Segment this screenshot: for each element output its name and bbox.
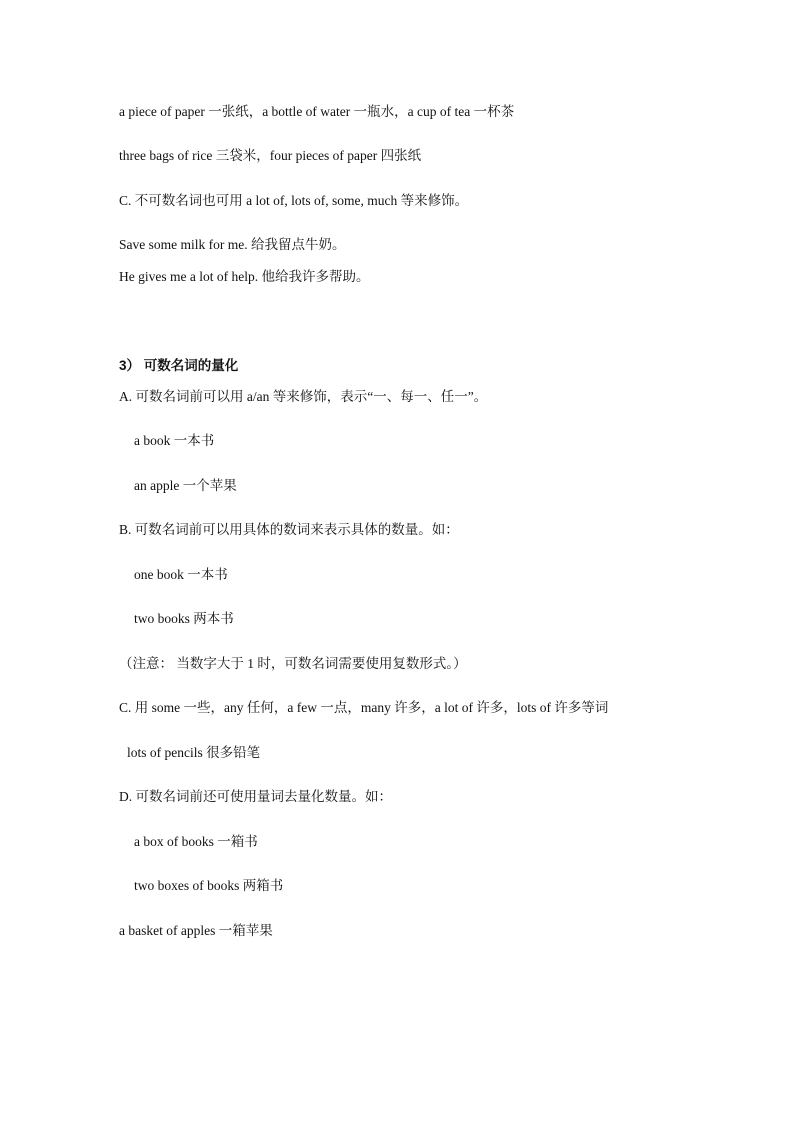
text-line: C. 用 some 一些，any 任何，a few 一点，many 许多，a lot of 许多，lots of 许多等词 xyxy=(119,700,609,715)
example-line: two boxes of books 两箱书 xyxy=(134,878,284,893)
text-line: B. 可数名词前可以用具体的数词来表示具体的数量。如： xyxy=(119,522,459,537)
text-line: D. 可数名词前还可使用量词去量化数量。如： xyxy=(119,789,392,804)
example-line: a box of books 一箱书 xyxy=(134,834,258,849)
text-line: C. 不可数名词也可用 a lot of, lots of, some, much 等来修饰。 xyxy=(119,193,469,208)
example-line: a basket of apples 一箱苹果 xyxy=(119,923,273,938)
example-line: a book 一本书 xyxy=(134,433,215,448)
note-line: （注意： 当数字大于 1 时，可数名词需要使用复数形式。） xyxy=(119,656,467,671)
example-line: lots of pencils 很多铅笔 xyxy=(127,745,261,760)
text-line: He gives me a lot of help. 他给我许多帮助。 xyxy=(119,269,370,284)
example-line: one book 一本书 xyxy=(134,567,228,582)
text-line: A. 可数名词前可以用 a/an 等来修饰，表示“一、每一、任一”。 xyxy=(119,389,488,404)
text-line: a piece of paper 一张纸，a bottle of water 一瓶水，a cup of tea 一杯茶 xyxy=(119,104,515,119)
text-line: Save some milk for me. 给我留点牛奶。 xyxy=(119,237,346,252)
section-heading: 3） 可数名词的量化 xyxy=(119,358,239,373)
example-line: two books 两本书 xyxy=(134,611,234,626)
example-line: an apple 一个苹果 xyxy=(134,478,237,493)
text-line: three bags of rice 三袋米，four pieces of paper 四张纸 xyxy=(119,148,422,163)
